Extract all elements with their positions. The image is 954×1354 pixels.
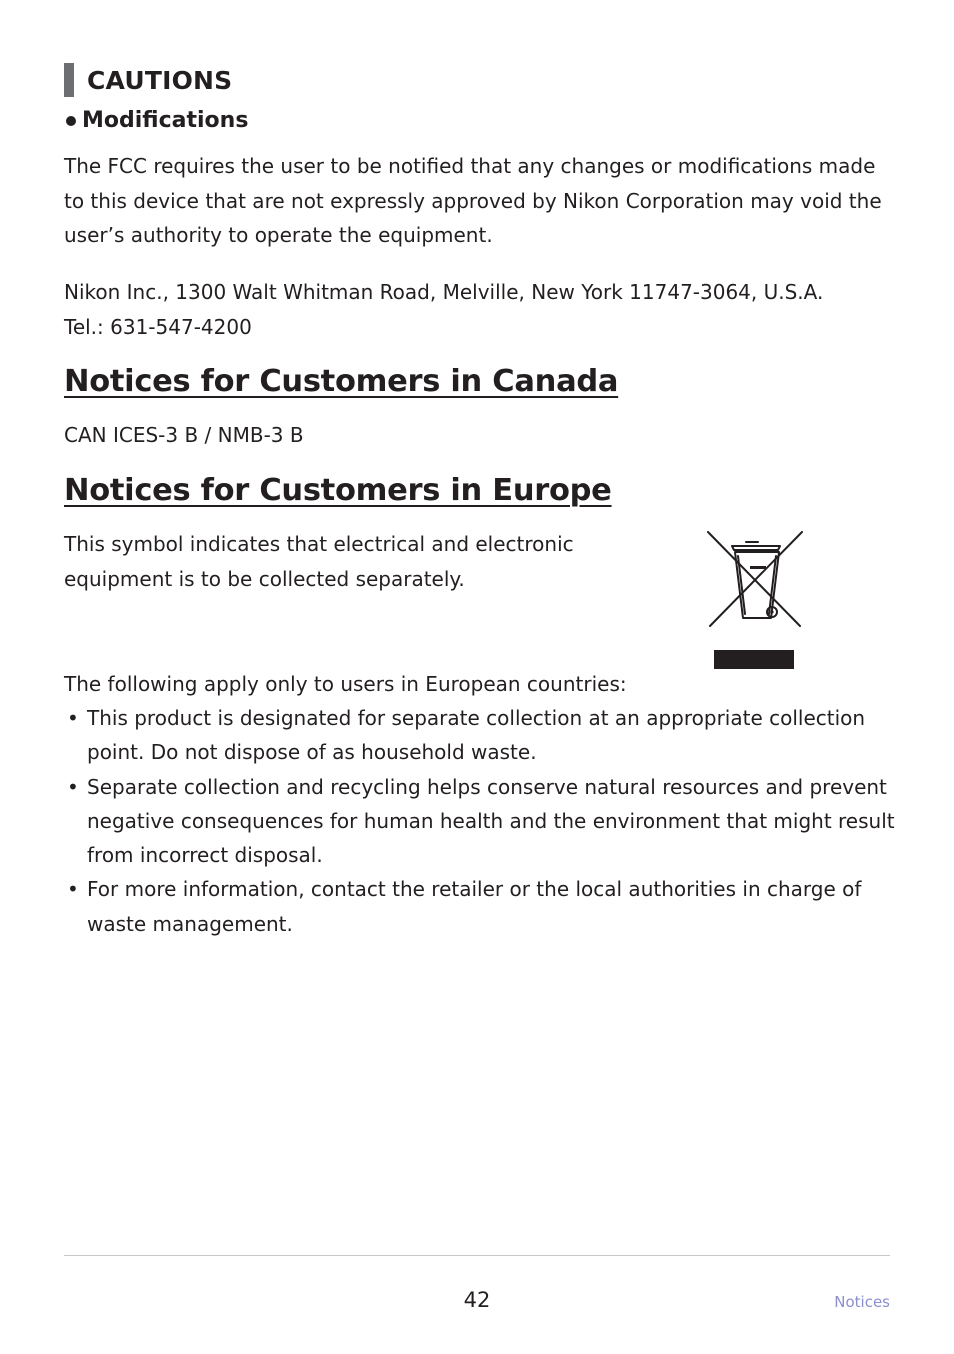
list-item-line: negative consequences for human health and the environment that might result <box>87 808 895 833</box>
list-item-line: For more information, contact the retailer or the local authorities in charge of <box>87 877 862 902</box>
list-item-line: point. Do not dispose of as household waste. <box>87 740 537 765</box>
phone-line: Tel.: 631-547-4200 <box>64 314 252 339</box>
list-item-line: This product is designated for separate collection at an appropriate collection <box>87 706 866 730</box>
cautions-title: CAUTIONS <box>87 65 233 95</box>
europe-intro-line: The following apply only to users in European countries: <box>64 672 627 696</box>
crossed-out-wheelie-bin-icon <box>704 528 806 672</box>
symbol-description <box>64 527 624 596</box>
modifications-subheading <box>66 108 248 133</box>
cautions-header <box>64 62 232 98</box>
document-page <box>64 0 895 1354</box>
canada-compliance-line: CAN ICES-3 B / NMB-3 B <box>64 423 304 447</box>
footer-divider <box>64 1255 890 1256</box>
fcc-paragraph <box>64 149 890 253</box>
list-item-line: Separate collection and recycling helps conserve natural resources and prevent <box>87 774 887 799</box>
list-item <box>64 701 890 770</box>
bullet-mark: • <box>67 774 79 799</box>
canada-heading: Notices for Customers in Canada <box>64 364 619 399</box>
bullet-dot-icon <box>66 116 76 126</box>
europe-bullet-list <box>64 701 895 941</box>
fcc-paragraph-line: The FCC requires the user to be notified that any changes or modifications made <box>64 154 876 178</box>
page-number: 42 <box>463 1288 491 1312</box>
cautions-bar <box>64 63 74 97</box>
footer-section-link[interactable]: Notices <box>834 1293 890 1311</box>
bullet-mark: • <box>67 706 79 730</box>
list-item <box>64 770 895 873</box>
symbol-description-line: equipment is to be collected separately. <box>64 566 465 591</box>
list-item-line: waste management. <box>87 911 293 936</box>
nikon-address <box>64 275 890 344</box>
europe-intro <box>64 667 890 702</box>
symbol-description-line: This symbol indicates that electrical and electronic <box>64 532 574 556</box>
list-item <box>64 872 890 941</box>
canada-text <box>64 418 890 453</box>
bullet-mark: • <box>67 877 79 902</box>
fcc-paragraph-line: to this device that are not expressly approved by Nikon Corporation may void the <box>64 188 882 213</box>
modifications-subheading-text: Modifications <box>82 108 249 133</box>
address-line: Nikon Inc., 1300 Walt Whitman Road, Melville, New York 11747-3064, U.S.A. <box>64 280 824 304</box>
list-item-line: from incorrect disposal. <box>87 843 323 868</box>
europe-heading: Notices for Customers in Europe <box>64 473 612 508</box>
fcc-paragraph-line: user’s authority to operate the equipment. <box>64 223 493 247</box>
